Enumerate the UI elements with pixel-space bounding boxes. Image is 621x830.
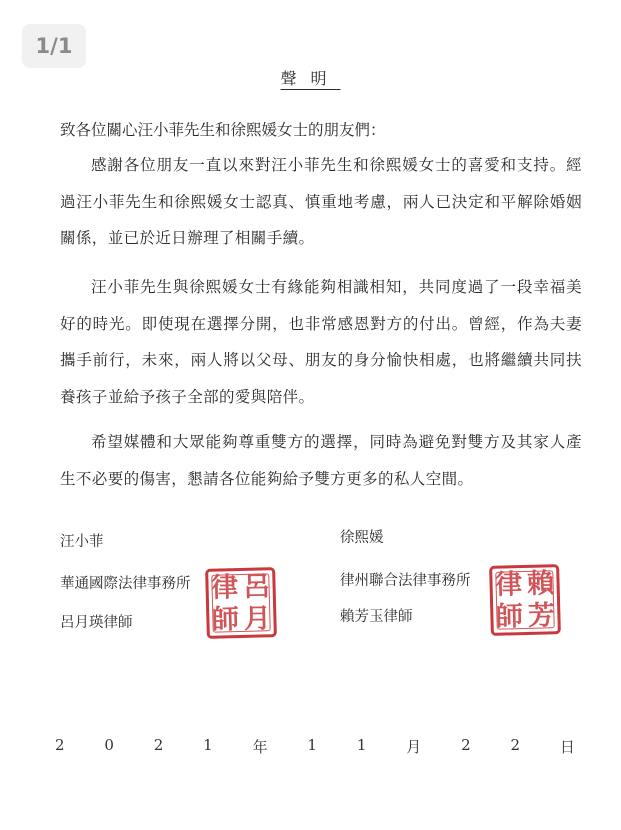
left-party-name: 汪小菲 [60, 534, 104, 550]
date-char: 1 [356, 736, 367, 754]
page-indicator-badge: 1/1 [22, 24, 86, 68]
date-char: 日 [559, 738, 575, 756]
seal-char: 芳 [527, 599, 556, 632]
date-char: 0 [104, 736, 114, 754]
date-line [55, 736, 575, 757]
seal-char: 律 [494, 568, 523, 601]
right-law-firm: 律州聯合法律事務所 [340, 573, 471, 589]
right-seal-stamp [489, 564, 561, 636]
greeting-line: 致各位關心汪小菲先生和徐熙媛女士的朋友們： [60, 121, 386, 139]
date-char: 2 [55, 736, 65, 754]
date-char: 2 [461, 736, 471, 754]
date-char: 月 [406, 738, 422, 756]
date-char: 1 [203, 736, 213, 754]
paragraph-3: 希望媒體和大眾能夠尊重雙方的選擇，同時為避免對雙方及其家人產生不必要的傷害，懇請各位能夠給予雙方更多的私人空間。 [60, 433, 582, 488]
left-lawyer: 呂月瑛律師 [60, 615, 133, 631]
seal-char: 賴 [526, 567, 555, 600]
left-seal-stamp [205, 567, 277, 639]
paragraph-1: 感謝各位朋友一直以來對汪小菲先生和徐熙媛女士的喜愛和支持。經過汪小菲先生和徐熙媛女士認真、慎重地考慮，兩人已決定和平解除婚姻關係，並已於近日辦理了相關手續。 [60, 156, 582, 247]
date-char: 年 [252, 738, 268, 756]
date-char: 2 [510, 736, 520, 754]
date-char: 2 [153, 736, 164, 754]
seal-char: 月 [243, 602, 272, 635]
left-law-firm: 華通國際法律事務所 [60, 576, 191, 592]
right-party-name: 徐熙媛 [340, 530, 384, 546]
seal-char: 師 [211, 603, 240, 636]
document-title: 聲明 [280, 69, 341, 88]
seal-char: 律 [210, 571, 239, 604]
date-char: 1 [307, 736, 317, 754]
paragraph-2: 汪小菲先生與徐熙媛女士有緣能夠相識相知，共同度過了一段幸福美好的時光。即使現在選擇分開，也非常感恩對方的付出。曾經，作為夫妻攜手前行，未來，兩人將以父母、朋友的身分愉快相處，也將繼續共同扶養孩子並給予孩子全部的愛與陪伴。 [60, 278, 582, 406]
right-lawyer: 賴芳玉律師 [340, 609, 413, 625]
seal-char: 師 [495, 600, 524, 633]
seal-char: 呂 [242, 570, 271, 603]
